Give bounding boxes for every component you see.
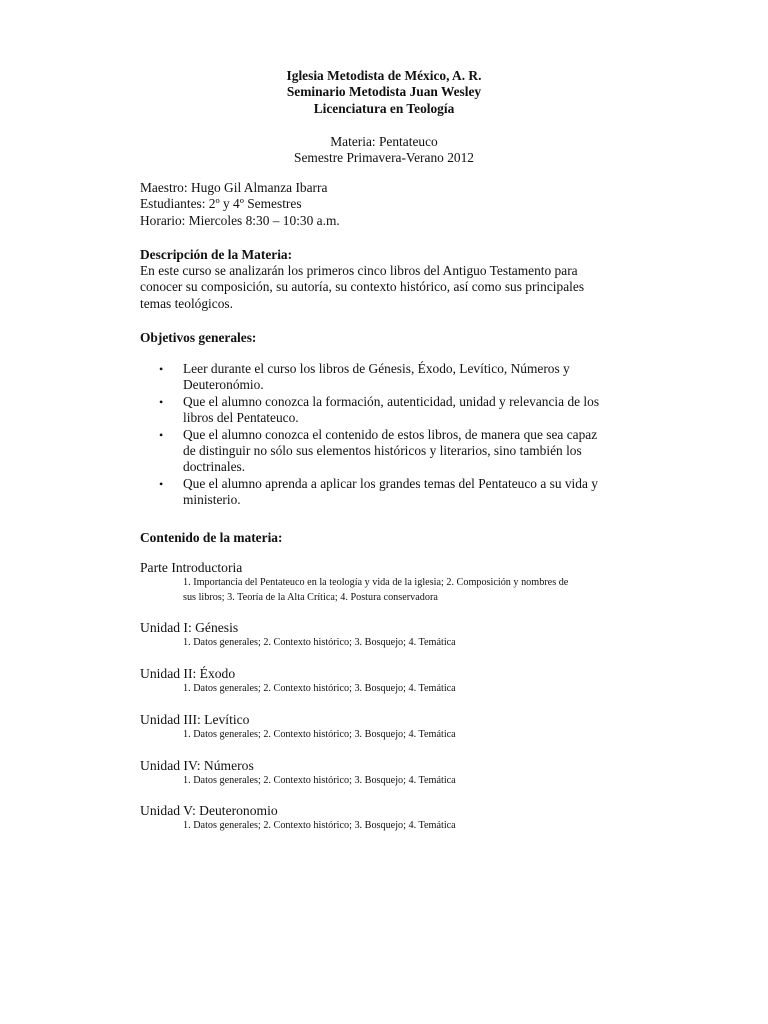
description-heading: Descripción de la Materia: [140,247,293,262]
header-church: Iglesia Metodista de México, A. R. [286,68,482,83]
list-item: • Que el alumno aprenda a aplicar los grandes temas del Pentateuco a su vida y ministerio. [159,475,598,508]
unit-title: Unidad V: Deuteronomio [140,803,278,818]
description-line: temas teológicos. [140,295,233,311]
unit-title: Unidad IV: Números [140,758,254,773]
unit-title: Unidad III: Levítico [140,712,250,727]
list-item: • Que el alumno conozca el contenido de estos libros, de manera que sea capaz de distinguir no sólo sus elementos históricos y literarios, sino también los doctrinales. [159,426,598,475]
list-item: • Que el alumno conozca la formación, autenticidad, unidad y relevancia de los libros del Pentateuco. [159,393,600,426]
meta-teacher: Maestro: Hugo Gil Almanza Ibarra [140,180,328,195]
institution-header [0,68,768,117]
unit-intro [140,560,640,606]
unit-detail: 1. Datos generales; 2. Contexto histórico; 3. Bosquejo; 4. Temática [183,775,456,787]
unit-numeros [140,758,640,789]
description-line: conocer su composición, su autoría, su contexto histórico, así como sus principales [140,279,585,295]
objectives-heading: Objetivos generales: [140,330,257,345]
description-line: En este curso se analizarán los primeros cinco libros del Antiguo Testamento para [140,263,578,278]
objectives-list [140,361,640,509]
unit-exodo [140,666,640,697]
unit-detail: 1. Datos generales; 2. Contexto histórico; 3. Bosquejo; 4. Temática [183,637,456,649]
unit-title: Unidad II: Éxodo [140,666,236,681]
meta-students: Estudiantes: 2º y 4º Semestres [140,196,302,212]
header-seminary: Seminario Metodista Juan Wesley [286,84,482,100]
subject-semester: Semestre Primavera-Verano 2012 [294,150,474,166]
unit-detail: sus libros; 3. Teoría de la Alta Crítica; 4. Postura conservadora [183,592,438,604]
unit-deuteronomio [140,803,640,834]
unit-detail: 1. Datos generales; 2. Contexto histórico; 3. Bosquejo; 4. Temática [183,729,456,741]
description-text [140,263,660,312]
bullet-icon: • [159,362,164,376]
bullet-icon: • [159,394,164,409]
unit-title: Parte Introductoria [140,560,243,575]
unit-detail: 1. Importancia del Pentateuco en la teología y vida de la iglesia; 2. Composición y nombres de [183,577,569,589]
content-heading: Contenido de la materia: [140,530,283,545]
bullet-icon: • [159,476,164,491]
subject-name: Materia: Pentateuco [330,134,438,149]
unit-genesis [140,620,640,651]
header-degree: Licenciatura en Teología [313,100,455,116]
course-subject [0,134,768,167]
unit-levitico [140,712,640,743]
unit-title: Unidad I: Génesis [140,620,239,635]
unit-detail: 1. Datos generales; 2. Contexto histórico; 3. Bosquejo; 4. Temática [183,820,456,832]
unit-detail: 1. Datos generales; 2. Contexto histórico; 3. Bosquejo; 4. Temática [183,683,456,695]
list-item: • Leer durante el curso los libros de Génesis, Éxodo, Levítico, Números y Deuteronómio. [159,361,570,393]
meta-schedule: Horario: Miercoles 8:30 – 10:30 a.m. [140,212,340,228]
course-meta [140,180,660,229]
bullet-icon: • [159,427,164,442]
